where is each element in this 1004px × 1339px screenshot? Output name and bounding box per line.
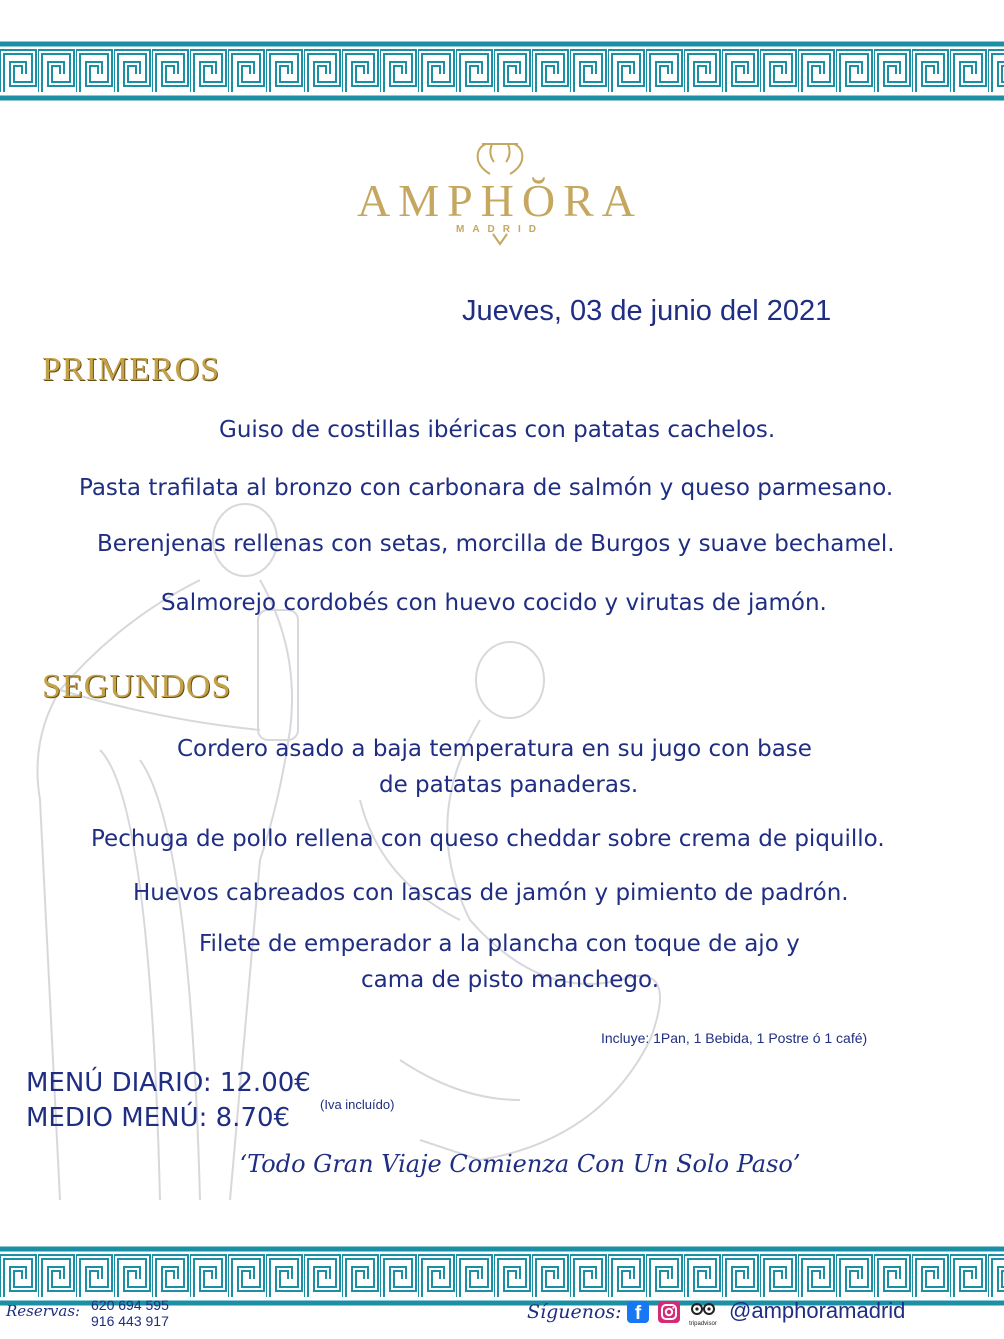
price-medio-menu: MEDIO MENÚ: 8.70€ [26,1103,291,1133]
restaurant-logo [350,140,650,250]
reservation-phone-1[interactable]: 620 694 595 [91,1297,169,1313]
iva-note: (Iva incluído) [320,1097,395,1112]
price-menu-diario: MENÚ DIARIO: 12.00€ [26,1068,311,1098]
dish-primero-4: Salmorejo cordobés con huevo cocido y virutas de jamón. [161,590,827,616]
social-handle[interactable]: @amphoramadrid [729,1298,906,1323]
dish-segundo-1-line-2: de patatas panaderas. [379,772,639,798]
greek-key-border-top [0,40,1004,102]
dish-primero-3: Berenjenas rellenas con setas, morcilla de Burgos y suave bechamel. [97,531,895,557]
reservation-phone-2[interactable]: 916 443 917 [91,1313,169,1329]
dish-primero-1: Guiso de costillas ibéricas con patatas cachelos. [219,417,776,443]
motto-quote: ‘Todo Gran Viaje Comienza Con Un Solo Paso’ [239,1150,801,1178]
tripadvisor-label: tripadvisor [689,1321,717,1327]
follow-label: Síguenos: [527,1301,622,1323]
section-title-primeros: PRIMEROS [42,351,221,388]
instagram-icon[interactable] [658,1301,680,1323]
menu-date: Jueves, 03 de junio del 2021 [462,295,832,327]
menu-includes-note: Incluye: 1Pan, 1 Bebida, 1 Postre ó 1 café) [601,1030,868,1046]
dish-primero-2: Pasta trafilata al bronzo con carbonara de salmón y queso parmesano. [79,475,894,501]
dish-segundo-4-line-1: Filete de emperador a la plancha con toque de ajo y [199,931,800,957]
dish-segundo-3: Huevos cabreados con lascas de jamón y pimiento de padrón. [133,880,849,906]
section-title-segundos: SEGUNDOS [42,668,232,705]
amphora-icon [468,140,532,176]
brand-subtitle: MADRID [456,224,544,235]
dish-segundo-2: Pechuga de pollo rellena con queso cheddar sobre crema de piquillo. [91,826,885,852]
chevron-down-icon [490,232,510,246]
reservas-label: Reservas: [6,1302,81,1320]
dish-segundo-1-line-1: Cordero asado a baja temperatura en su jugo con base [177,736,812,762]
facebook-icon[interactable]: f [627,1301,649,1323]
tripadvisor-icon[interactable] [688,1301,718,1327]
brand-name: AMPHŎRA [356,175,644,226]
dish-segundo-4-line-2: cama de pisto manchego. [361,967,660,993]
